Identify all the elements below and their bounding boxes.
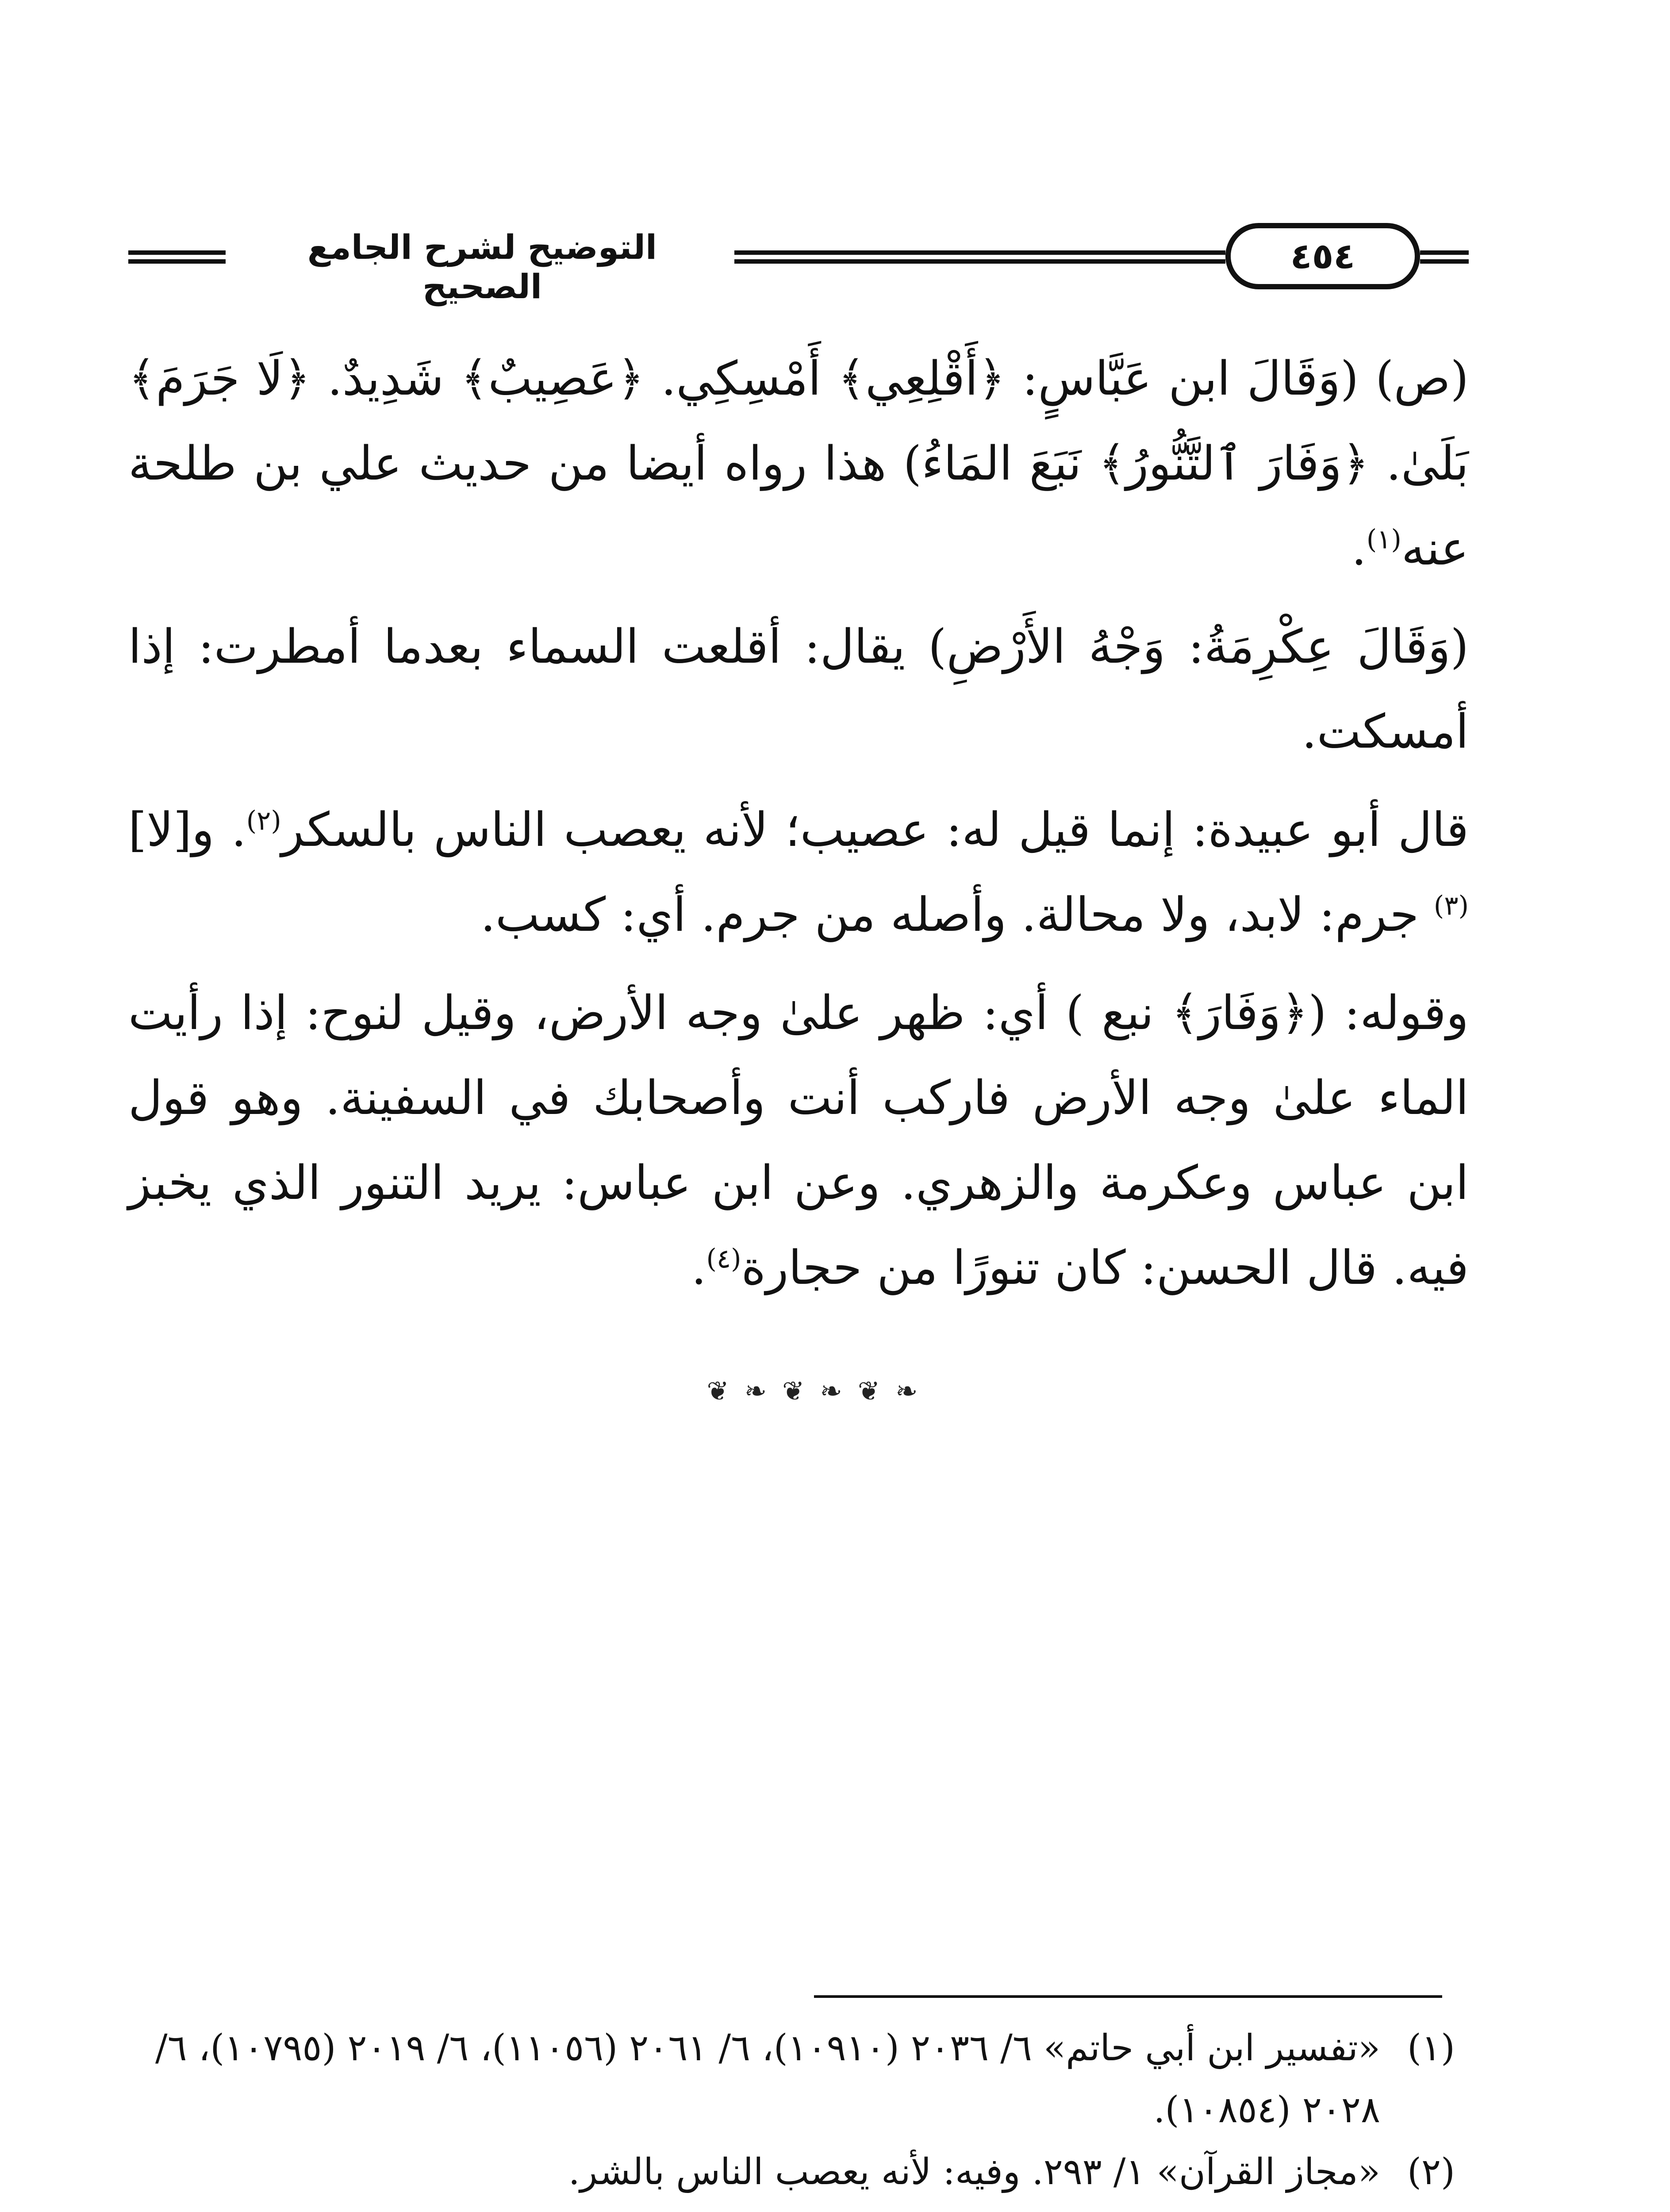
paragraph-3 bbox=[128, 787, 1469, 957]
paragraph-1-text: (ص) (وَقَالَ ابن عَبَّاسٍ: ﴿أَقْلِعِي﴾ أَمْسِكِي. ﴿عَصِيبٌ﴾ شَدِيدٌ. ﴿لَا جَرَمَ﴾ بَلَىٰ. ﴿وَفَارَ ٱلتَّنُّورُ﴾ نَبَعَ المَاءُ) هذا رواه أيضا من حديث علي بن طلحة عنه bbox=[128, 351, 1469, 576]
paragraph-4-end: . bbox=[691, 1240, 706, 1295]
footnote-3-number bbox=[1394, 2203, 1469, 2212]
footnote-2-text: «مجاز القرآن» ١/ ٢٩٣. وفيه: لأنه يعصب الناس بالشر. bbox=[568, 2151, 1380, 2193]
footnotes bbox=[128, 2017, 1469, 2212]
paragraph-3-text: قال أبو عبيدة: إنما قيل له: عصيب؛ لأنه يعصب الناس بالسكر bbox=[281, 803, 1469, 857]
paragraph-2-text: (وَقَالَ عِكْرِمَةُ: وَجْهُ الأَرْضِ) يقال: أقلعت السماء بعدما أمطرت: إذا أمسكت. bbox=[128, 619, 1469, 759]
main-text bbox=[128, 336, 1469, 1324]
running-title: التوضيح لشرح الجامع الصحيح bbox=[307, 227, 657, 306]
footnote-3 bbox=[128, 2203, 1469, 2212]
footnote-2 bbox=[128, 2141, 1469, 2203]
header-rule-left bbox=[128, 250, 226, 264]
paragraph-4-text: وقوله: (﴿وَفَارَ﴾ نبع ) أي: ظهر علىٰ وجه الأرض، وقيل لنوح: إذا رأيت الماء علىٰ وجه الأرض فاركب أنت وأصحابك في السفينة. وهو قول ابن عباس وعكرمة والزهري. وعن ابن عباس: يريد التنور الذي يخبز فيه. قال الحسن: كان تنورًا من حجارة bbox=[128, 986, 1469, 1295]
footnote-1-text: «تفسير ابن أبي حاتم» ٦/ ٢٠٣٦ (١٠٩١٠)، ٦/ ٢٠٦١ (١١٠٥٦)، ٦/ ٢٠١٩ (١٠٧٩٥)، ٦/ ٢٠٢٨ (١٠٨٥٤). bbox=[155, 2027, 1380, 2131]
paragraph-4 bbox=[128, 971, 1469, 1310]
footnote-1-number: (١) bbox=[1407, 2027, 1455, 2069]
paragraph-1-end: . bbox=[1351, 521, 1367, 576]
paragraph-2 bbox=[128, 604, 1469, 774]
footnote-ref-1: (١) bbox=[1366, 524, 1401, 555]
page-number-badge: ٤٥٤ bbox=[1225, 223, 1420, 289]
header-rule-right bbox=[1420, 250, 1469, 264]
footnote-ref-3: (٣) bbox=[1433, 890, 1469, 922]
section-divider-ornament-icon: ❦ ❧ ❦ ❧ ❦ ❧ bbox=[706, 1376, 921, 1407]
footnote-separator bbox=[814, 1995, 1442, 1998]
footnote-ref-4: (٤) bbox=[706, 1243, 741, 1275]
page-header bbox=[128, 217, 1469, 305]
header-rule-middle bbox=[734, 250, 1225, 264]
footnote-2-number: (٢) bbox=[1407, 2151, 1455, 2193]
footnote-ref-2: (٢) bbox=[246, 805, 281, 837]
paragraph-3-rest: جرم: لابد، ولا محالة. وأصله من جرم. أي: كسب. bbox=[480, 887, 1434, 942]
paragraph-1 bbox=[128, 336, 1469, 591]
paragraph-3-mid: . و[لا] bbox=[128, 803, 246, 857]
footnote-1 bbox=[128, 2017, 1469, 2141]
